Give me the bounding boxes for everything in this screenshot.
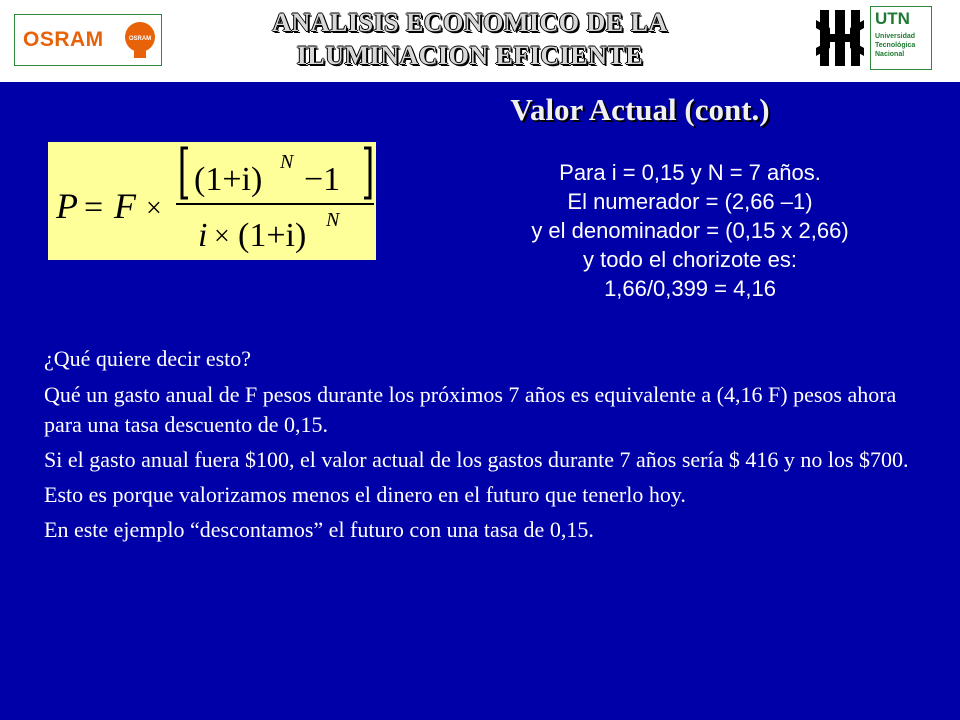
paragraph-discount: En este ejemplo “descontamos” el futuro con una tasa de 0,15.	[44, 517, 594, 542]
paragraph-example: Si el gasto anual fuera $100, el valor actual de los gastos durante 7 años sería $ 416 y no los $700.	[44, 447, 909, 472]
formula-times: ×	[146, 193, 162, 224]
paragraph-reason: Esto es porque valorizamos menos el dinero en el futuro que tenerlo hoy.	[44, 482, 686, 507]
formula-num-base: (1+i)	[194, 161, 263, 198]
calc-line-3: y el denominador = (0,15 x 2,66)	[531, 218, 849, 243]
osram-bulb-text: OSRAM	[128, 36, 152, 42]
calc-line-2: El numerador = (2,66 –1)	[567, 189, 813, 214]
paragraph-question: ¿Qué quiere decir esto?	[44, 346, 252, 371]
present-value-formula	[48, 142, 376, 260]
calculation-block	[440, 158, 940, 303]
osram-bulb-icon	[122, 20, 158, 60]
formula-num-exp: N	[280, 151, 294, 173]
utn-sub-1: Universidad	[875, 33, 916, 40]
formula-lhs: P	[56, 186, 78, 226]
title-line-2: ILUMINACION EFICIENTE	[296, 41, 644, 70]
formula-den-i: i	[198, 217, 208, 254]
slide-main-title	[180, 6, 760, 72]
slide-header	[0, 0, 960, 82]
formula-den-exp: N	[326, 209, 340, 231]
title-line-1: ANALISIS ECONOMICO DE LA	[272, 8, 668, 37]
formula-den-times: ×	[214, 221, 230, 252]
section-title: Valor Actual (cont.)	[510, 92, 770, 127]
utn-sub-3: Nacional	[875, 51, 905, 58]
calc-line-5: 1,66/0,399 = 4,16	[604, 276, 776, 301]
explanation-text	[44, 344, 924, 550]
utn-sub-2: Tecnológica	[875, 42, 916, 49]
formula-equals: =	[84, 189, 104, 226]
formula-num-minus: −1	[304, 161, 341, 198]
formula-f: F	[114, 186, 136, 226]
osram-logo	[14, 14, 162, 66]
utn-emblem-icon	[812, 6, 868, 70]
formula-box	[48, 142, 376, 260]
paragraph-equivalence: Qué un gasto anual de F pesos durante los próximos 7 años es equivalente a (4,16 F) pesos ahora para una tasa descuento de 0,15.	[44, 382, 897, 437]
utn-text-box	[870, 6, 932, 70]
calc-line-1: Para i = 0,15 y N = 7 años.	[559, 160, 821, 185]
formula-den-base: (1+i)	[238, 217, 307, 254]
utn-logo	[812, 6, 932, 70]
calc-line-4: y todo el chorizote es:	[582, 247, 797, 272]
osram-logo-text: OSRAM	[23, 28, 104, 51]
utn-logo-text: UTN	[875, 9, 910, 28]
